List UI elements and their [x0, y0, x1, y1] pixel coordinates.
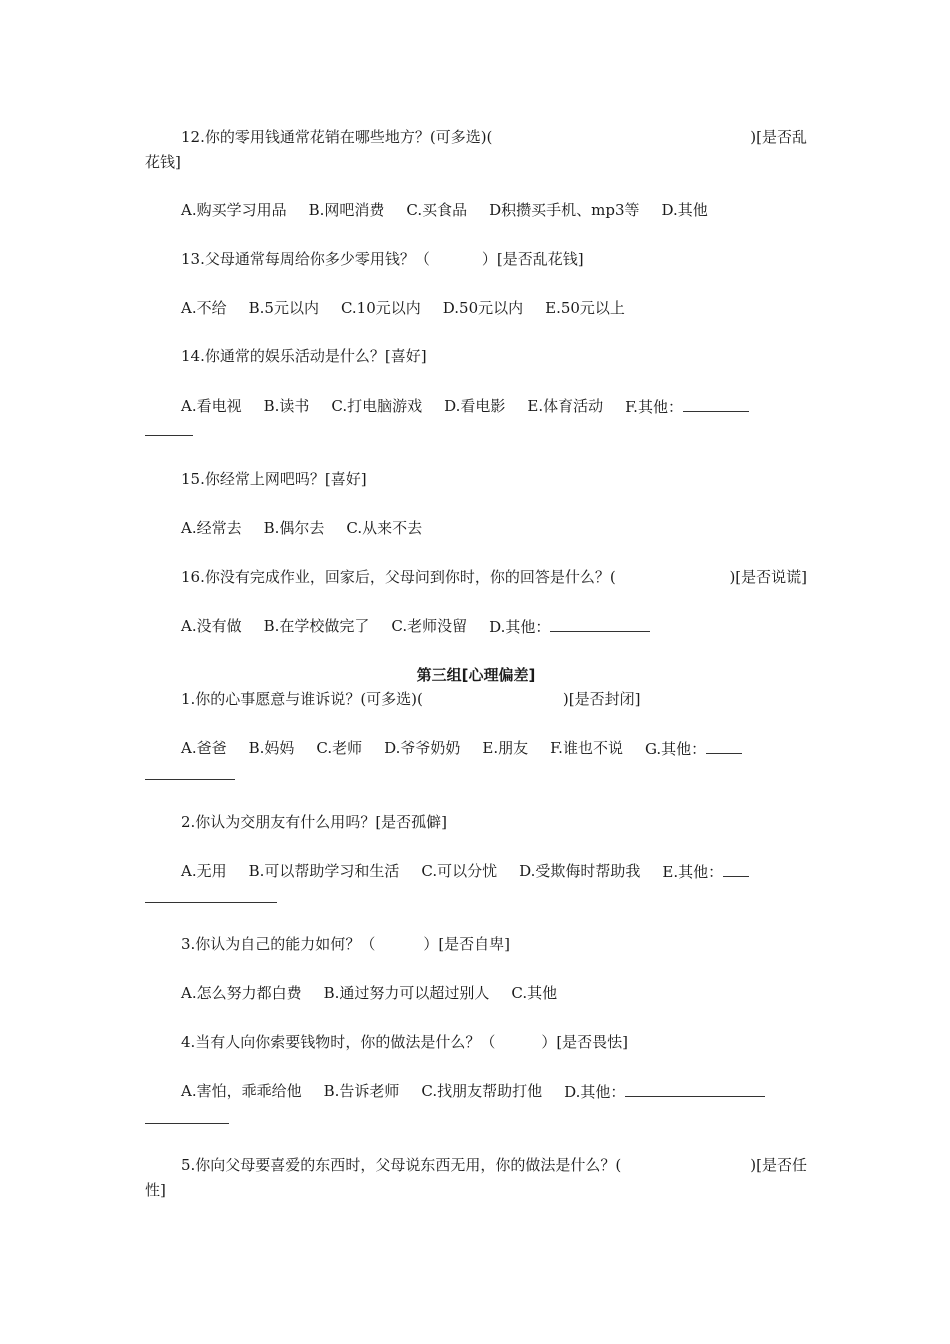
option: A.购买学习用品	[181, 201, 287, 219]
option: C.可以分忧	[421, 862, 498, 880]
question-16	[145, 566, 807, 588]
option: E.其他：	[662, 860, 749, 882]
answer-blank[interactable]	[625, 1080, 765, 1097]
option: B.可以帮助学习和生活	[248, 862, 400, 880]
question-13	[145, 248, 807, 270]
option: C.老师	[316, 739, 363, 757]
question-12-tag: )[是否乱	[750, 128, 807, 146]
answer-blank-continuation	[145, 434, 193, 436]
answer-blank[interactable]	[550, 615, 650, 632]
option: E.朋友	[482, 739, 529, 757]
question-15: 15.你经常上网吧吗？[喜好]	[181, 470, 367, 488]
answer-blank[interactable]	[723, 860, 749, 877]
option: C.从来不去	[346, 519, 423, 537]
option: D.看电影	[444, 397, 506, 415]
option: D.其他：	[564, 1080, 765, 1102]
section3-question-2: 2.你认为交朋友有什么用吗？[是否孤僻]	[181, 813, 448, 831]
option: B.偶尔去	[263, 519, 325, 537]
option: C.老师没留	[391, 617, 468, 635]
answer-blank-continuation	[145, 901, 277, 903]
question-12-continuation: 花钱]	[145, 153, 181, 171]
section-title: 第三组[心理偏差]	[416, 666, 536, 684]
question-13-text: 13.父母通常每周给你多少零用钱？（	[181, 250, 430, 268]
question-14: 14.你通常的娱乐活动是什么？[喜好]	[181, 347, 427, 365]
option: A.看电视	[181, 397, 242, 415]
option: D.50元以内	[442, 299, 524, 317]
option: B.5元以内	[248, 299, 319, 317]
option: D.受欺侮时帮助我	[519, 862, 641, 880]
section3-question-1-options	[145, 737, 807, 759]
question-text: 3.你认为自己的能力如何？（	[181, 935, 376, 953]
option: B.在学校做完了	[263, 617, 370, 635]
question-16-tag: )[是否说谎]	[729, 568, 807, 586]
question-text: 1.你的心事愿意与谁诉说？(可多选)(	[181, 690, 423, 708]
question-tag: ）[是否畏怯]	[541, 1033, 629, 1051]
answer-blank[interactable]	[683, 395, 749, 412]
option: C.买食品	[406, 201, 468, 219]
question-13-tag: ）[是否乱花钱]	[481, 250, 584, 268]
question-16-options	[145, 615, 807, 637]
option: A.怎么努力都白费	[181, 984, 302, 1002]
option: A.无用	[181, 862, 227, 880]
option: D积攒买手机、mp3等	[489, 201, 640, 219]
option: B.告诉老师	[323, 1082, 400, 1100]
option: C.其他	[511, 984, 558, 1002]
option: F.其他：	[625, 395, 749, 417]
option: B.读书	[263, 397, 310, 415]
section3-question-5	[145, 1154, 807, 1176]
question-12-text: 12.你的零用钱通常花销在哪些地方？(可多选)(	[181, 128, 493, 146]
option: A.经常去	[181, 519, 242, 537]
option: E.50元以上	[545, 299, 625, 317]
section3-question-4-options	[145, 1080, 807, 1102]
question-12-options	[145, 199, 807, 221]
option: D.其他	[661, 201, 708, 219]
option: D.其他：	[489, 615, 650, 637]
section3-question-3	[145, 933, 807, 955]
option: B.网吧消费	[308, 201, 385, 219]
question-16-text: 16.你没有完成作业，回家后，父母问到你时，你的回答是什么？(	[181, 568, 616, 586]
question-13-options	[145, 297, 807, 319]
question-15-options	[145, 517, 807, 539]
section3-question-3-options	[145, 982, 807, 1004]
option: E.体育活动	[527, 397, 604, 415]
answer-blank-continuation	[145, 778, 235, 780]
question-14-options	[145, 395, 807, 417]
option: D.爷爷奶奶	[384, 739, 461, 757]
section3-question-1	[145, 688, 807, 710]
answer-blank-continuation	[145, 1122, 229, 1124]
option: A.没有做	[181, 617, 242, 635]
option: C.10元以内	[340, 299, 421, 317]
option: A.害怕，乖乖给他	[181, 1082, 302, 1100]
question-text: 5.你向父母要喜爱的东西时，父母说东西无用，你的做法是什么？(	[181, 1156, 622, 1174]
option: B.妈妈	[248, 739, 295, 757]
question-tag: )[是否封闭]	[562, 690, 641, 708]
question-12	[145, 126, 807, 148]
question-tag: )[是否任	[750, 1156, 807, 1174]
option: F.谁也不说	[550, 739, 623, 757]
option: C.找朋友帮助打他	[421, 1082, 543, 1100]
section3-question-5-continuation: 性]	[145, 1181, 166, 1199]
option: A.不给	[181, 299, 227, 317]
option: G.其他：	[645, 737, 742, 759]
option: C.打电脑游戏	[331, 397, 423, 415]
section3-question-4	[145, 1031, 807, 1053]
section3-question-2-options	[145, 860, 807, 882]
answer-blank[interactable]	[706, 737, 742, 754]
option: B.通过努力可以超过别人	[323, 984, 490, 1002]
question-tag: ）[是否自卑]	[423, 935, 511, 953]
option: A.爸爸	[181, 739, 227, 757]
question-text: 4.当有人向你索要钱物时，你的做法是什么？（	[181, 1033, 496, 1051]
